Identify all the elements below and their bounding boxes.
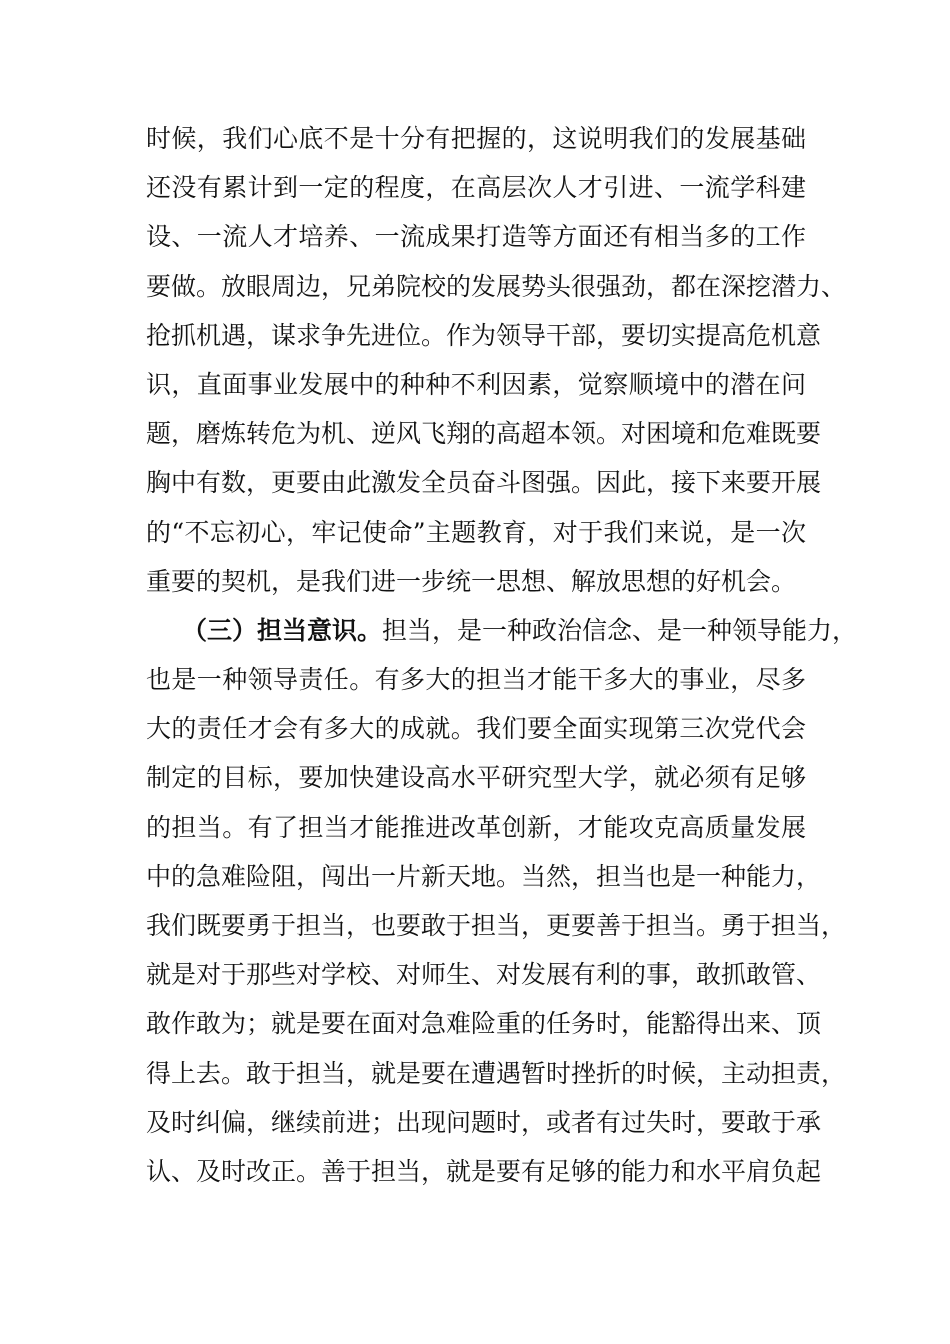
text-line: 的“不忘初心，牢记使命”主题教育，对于我们来说，是一次 xyxy=(146,517,806,547)
text-line: 得上去。敢于担当，就是要在遭遇暂时挫折的时候，主动担责， xyxy=(146,1058,847,1088)
paragraph-2 xyxy=(146,606,858,1196)
text-line: 抢抓机遇，谋求争先进位。作为领导干部，要切实提高危机意 xyxy=(146,320,822,350)
text-line: 也是一种领导责任。有多大的担当才能干多大的事业，尽多 xyxy=(146,665,806,695)
text-line: 的担当。有了担当才能推进改革创新，才能攻克高质量发展 xyxy=(146,812,806,842)
text-line: 重要的契机，是我们进一步统一思想、解放思想的好机会。 xyxy=(146,566,797,596)
paragraph-1 xyxy=(146,114,847,606)
text-line: 设、一流人才培养、一流成果打造等方面还有相当多的工作 xyxy=(146,222,806,252)
text-line: 时候，我们心底不是十分有把握的，这说明我们的发展基础 xyxy=(146,124,806,153)
text-line: 大的责任才会有多大的成就。我们要全面实现第三次党代会 xyxy=(146,714,806,744)
text-line: 制定的目标，要加快建设高水平研究型大学，就必须有足够 xyxy=(146,763,806,793)
text-line: 及时纠偏，继续前进；出现问题时，或者有过失时，要敢于承 xyxy=(146,1107,822,1137)
text-line xyxy=(146,606,858,655)
text-line: 中的急难险阻，闯出一片新天地。当然，担当也是一种能力， xyxy=(146,861,822,891)
body-text xyxy=(146,114,858,1196)
text-line: 认、及时改正。善于担当，就是要有足够的能力和水平肩负起 xyxy=(146,1156,822,1186)
text-line: 我们既要勇于担当，也要敢于担当，更要善于担当。勇于担当， xyxy=(146,911,847,940)
section-heading: （三）担当意识。 xyxy=(182,615,383,645)
text-line: 就是对于那些对学校、对师生、对发展有利的事，敢抓敢管、 xyxy=(146,960,822,990)
text-line: 还没有累计到一定的程度，在高层次人才引进、一流学科建 xyxy=(146,173,806,203)
text-line: 敢作敢为；就是要在面对急难险重的任务时，能豁得出来、顶 xyxy=(146,1009,822,1039)
text-line: 要做。放眼周边，兄弟院校的发展势头很强劲，都在深挖潜力、 xyxy=(146,271,847,301)
text-line: 识，直面事业发展中的种种不利因素，觉察顺境中的潜在问 xyxy=(146,369,806,399)
text-line: 胸中有数，更要由此激发全员奋斗图强。因此，接下来要开展 xyxy=(146,468,822,498)
text-line: 题，磨炼转危为机、逆风飞翔的高超本领。对困境和危难既要 xyxy=(146,419,822,449)
text-fragment: 担当，是一种政治信念、是一种领导能力， xyxy=(382,615,858,645)
